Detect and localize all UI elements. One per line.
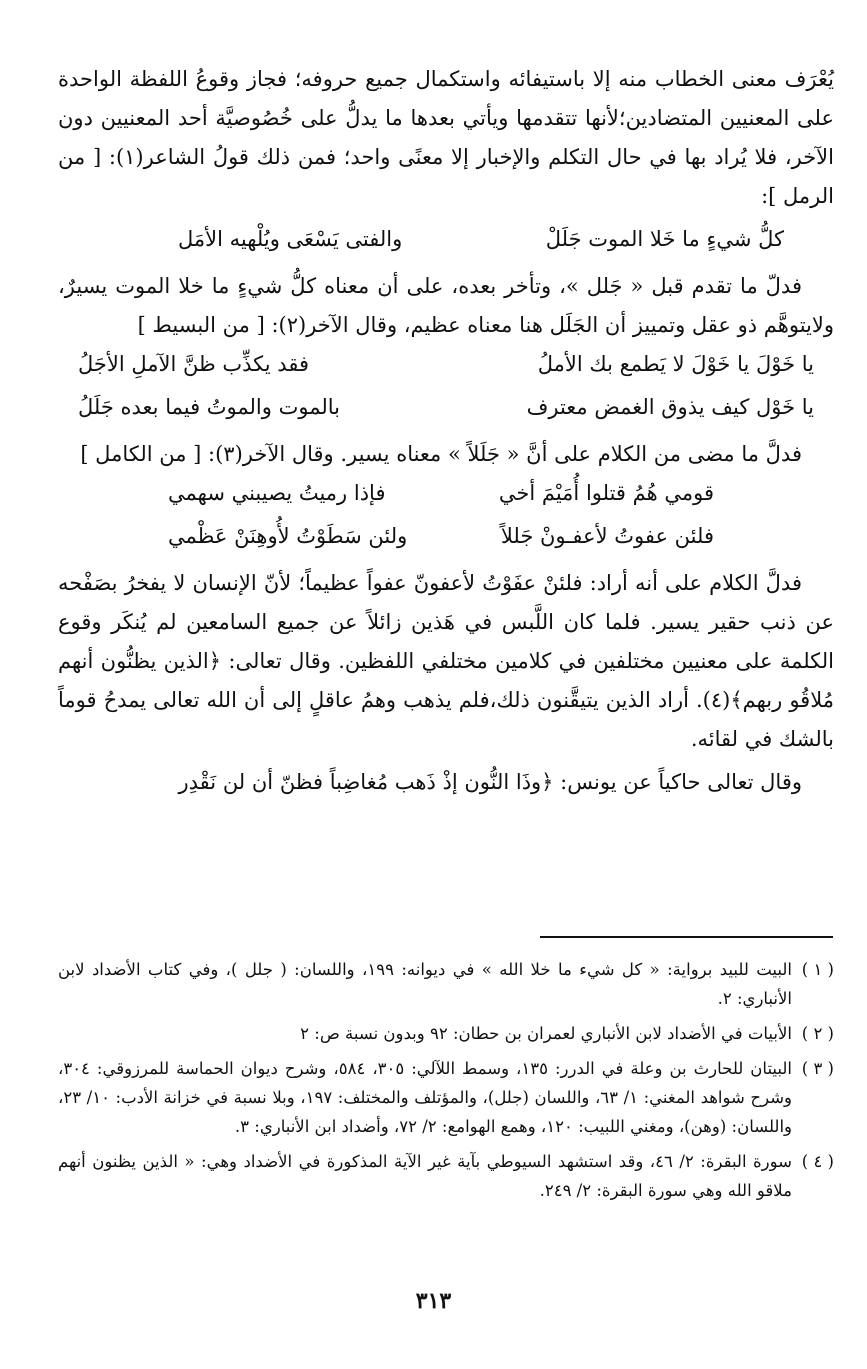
verse-2a-right-hemistich: يا خَوْلَ يا خَوْلَ لا يَطمع بك الأملُ: [537, 352, 814, 376]
footnote-number: ( ٢ ): [801, 1024, 834, 1043]
verse-1-right-hemistich: كلُّ شيءٍ ما خَلا الموت جَلَلْ: [545, 227, 784, 251]
verse-2b-right-hemistich: يا خَوْل كيف يذوق الغمض معترف: [526, 395, 814, 419]
paragraph-3: فدلَّ ما مضى من الكلام على أنَّ « جَلَلاً » معناه يسير. وقال الآخر(٣): [ من الكامل ]: [80, 442, 802, 466]
paragraph-2: فدلّ ما تقدم قبل « جَلل »، وتأخر بعده، على أن معناه كلُّ شيءٍ ما خلا الموت يسيرٌ، ولايتوهَّم ذو عقل وتمييز أن الجَلَل هنا معناه عظيم، وقال الآخر(٢): [ من البسيط ]: [58, 274, 834, 337]
verse-2b-left-hemistich: بالموت والموتُ فيما بعده جَلَلُ: [78, 395, 340, 419]
verse-3a-right-hemistich: قومي هُمُ قتلوا أُمَيْمَ أخي: [498, 481, 714, 505]
footnotes: [58, 955, 834, 1211]
footnote-text: البيت للبيد برواية: « كل شيء ما خلا الله » في ديوانه: ١٩٩، واللسان: ( جلل )، وفي كتاب الأضداد لابن الأنباري: ٢.: [58, 960, 792, 1008]
footnote-text: سورة البقرة: ٢/ ٤٦، وقد استشهد السيوطي بآية غير الآية المذكورة في الأضداد وهي: « الذين يظنون أنهم ملاقو الله وهي سورة البقرة: ٢/ ٢٤٩.: [58, 1152, 792, 1200]
paragraph-1: يُعْرَف معنى الخطاب منه إلا باستيفائه واستكمال جميع حروفه؛ فجاز وقوعُ اللفظة الواحدة على المعنيين المتضادين؛لأنها تتقدمها ويأتي بعدها ما يدلُّ على خُصُوصيَّة أحد المعنيين دون الآخر، فلا يُراد بها في حال التكلم والإخبار إلا معنًى واحد؛ فمن ذلك قولُ الشاعر(١): [ من الرمل ]:: [58, 67, 834, 208]
footnote-4: [58, 1147, 834, 1205]
footnote-number: ( ٤ ): [801, 1152, 834, 1171]
verse-3a: [58, 474, 834, 513]
verse-2b: [58, 388, 834, 427]
footnote-text: الأبيات في الأضداد لابن الأنباري لعمران بن حطان: ٩٢ وبدون نسبة ص: ٢: [300, 1024, 792, 1043]
paragraph-5: وقال تعالى حاكياً عن يونس: ﴿وذَا النُّون إذْ ذَهب مُغاضِباً فظنّ أن لن نَقْدِر: [178, 770, 802, 794]
verse-3b-left-hemistich: ولئن سَطَوْتُ لأُوهِنَنْ عَظْمي: [168, 524, 408, 548]
verse-3a-left-hemistich: فإذا رميتُ يصيبني سهمي: [168, 481, 386, 505]
verse-3b-right-hemistich: فلئن عفوتُ لأعفـونْ جَللاً: [500, 524, 714, 548]
paragraph-4: فدلَّ الكلام على أنه أراد: فلئنْ عفَوْتُ لأعفونّ عفواً عظيماً؛ لأنّ الإنسان لا يفخرُ بصَفْحه عن ذنب حقير يسير. فلما كان اللَّبس في هَذين زائلاً عن جميع السامعين لم يُنكَر وقوع الكلمة على معنيين مختلفين في كلامين مختلفي اللفظين. وقال تعالى: ﴿الذين يظنُّون أنهم مُلاقُو ربهم﴾(٤). أراد الذين يتيقَّنون ذلك،فلم يذهب وهمُ عاقلٍ إلى أن الله تعالى يمدحُ قوماً بالشك في لقائه.: [58, 571, 834, 751]
footnote-separator: [540, 936, 833, 938]
footnote-number: ( ٣ ): [801, 1059, 834, 1078]
verse-2a: [58, 345, 834, 384]
verse-2a-left-hemistich: فقد يكذِّب ظنَّ الآملِ الأجَلُ: [78, 352, 309, 376]
footnote-text: البيتان للحارث بن وعلة في الدرر: ١٣٥، وسمط اللآلي: ٣٠٥، ٥٨٤، وشرح ديوان الحماسة للمرزوقي: ٣٠٤، وشرح شواهد المغني: ١/ ٦٣، واللسان (جلل)، والمؤتلف والمختلف: ١٩٧، وبلا نسبة في خزانة الأدب: ١٠/ ٢٣، واللسان: (وهن)، ومغني اللبيب: ١٢٠، وهمع الهوامع: ٢/ ٧٢، وأضداد ابن الأنباري: ٣.: [58, 1059, 793, 1136]
page-number: ٣١٣: [415, 1288, 452, 1314]
verse-1-left-hemistich: والفتى يَسْعَى ويُلْهيه الأمَل: [178, 227, 403, 251]
footnote-1: [58, 955, 834, 1013]
verse-3b: [58, 517, 834, 556]
footnote-3: [58, 1054, 834, 1141]
footnote-2: [58, 1019, 834, 1048]
verse-1: [58, 220, 834, 259]
main-text: [58, 60, 834, 802]
footnote-number: ( ١ ): [801, 960, 834, 979]
